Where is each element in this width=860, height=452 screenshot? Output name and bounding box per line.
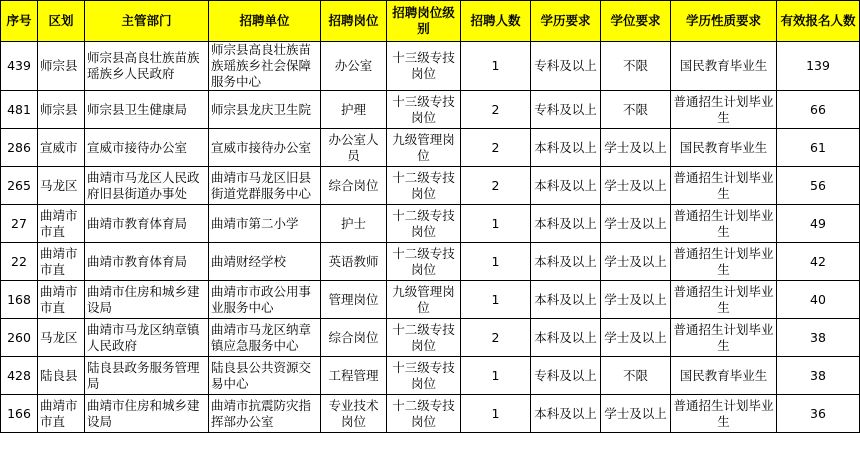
header-district: 区划 <box>38 1 85 42</box>
cell-position-level: 十三级专技岗位 <box>387 42 461 91</box>
cell-seq: 428 <box>1 357 38 395</box>
cell-degree: 学士及以上 <box>601 319 671 357</box>
cell-department: 曲靖市教育体育局 <box>85 205 209 243</box>
cell-headcount: 1 <box>461 281 531 319</box>
cell-headcount: 2 <box>461 319 531 357</box>
cell-education-type: 普通招生计划毕业生 <box>671 205 777 243</box>
cell-headcount: 2 <box>461 91 531 129</box>
cell-employer: 曲靖市马龙区旧县街道党群服务中心 <box>209 167 321 205</box>
cell-position: 工程管理 <box>321 357 387 395</box>
cell-education-type: 普通招生计划毕业生 <box>671 395 777 433</box>
header-position-level: 招聘岗位级别 <box>387 1 461 42</box>
cell-education: 专科及以上 <box>531 91 601 129</box>
table-row <box>1 395 860 433</box>
cell-degree: 不限 <box>601 42 671 91</box>
cell-district: 师宗县 <box>38 42 85 91</box>
cell-district: 马龙区 <box>38 167 85 205</box>
cell-position-level: 十三级专技岗位 <box>387 91 461 129</box>
cell-headcount: 1 <box>461 243 531 281</box>
cell-position: 管理岗位 <box>321 281 387 319</box>
header-education: 学历要求 <box>531 1 601 42</box>
cell-applicants: 139 <box>777 42 860 91</box>
header-seq: 序号 <box>1 1 38 42</box>
cell-position: 办公室 <box>321 42 387 91</box>
cell-position: 护理 <box>321 91 387 129</box>
cell-applicants: 38 <box>777 357 860 395</box>
cell-education: 本科及以上 <box>531 243 601 281</box>
cell-headcount: 1 <box>461 205 531 243</box>
cell-education-type: 普通招生计划毕业生 <box>671 319 777 357</box>
table-row <box>1 129 860 167</box>
cell-education: 本科及以上 <box>531 205 601 243</box>
cell-applicants: 38 <box>777 319 860 357</box>
cell-position: 英语教师 <box>321 243 387 281</box>
cell-seq: 286 <box>1 129 38 167</box>
cell-position-level: 十二级专技岗位 <box>387 319 461 357</box>
cell-education-type: 普通招生计划毕业生 <box>671 281 777 319</box>
cell-seq: 168 <box>1 281 38 319</box>
cell-position: 护士 <box>321 205 387 243</box>
cell-position-level: 十二级专技岗位 <box>387 205 461 243</box>
cell-district: 宣威市 <box>38 129 85 167</box>
cell-education: 专科及以上 <box>531 357 601 395</box>
cell-education: 本科及以上 <box>531 395 601 433</box>
cell-seq: 265 <box>1 167 38 205</box>
cell-degree: 学士及以上 <box>601 205 671 243</box>
cell-position: 综合岗位 <box>321 167 387 205</box>
cell-position-level: 十二级专技岗位 <box>387 167 461 205</box>
cell-education-type: 国民教育毕业生 <box>671 357 777 395</box>
cell-department: 曲靖市住房和城乡建设局 <box>85 395 209 433</box>
cell-headcount: 2 <box>461 167 531 205</box>
cell-district: 曲靖市市直 <box>38 205 85 243</box>
header-employer: 招聘单位 <box>209 1 321 42</box>
header-applicants: 有效报名人数 <box>777 1 860 42</box>
cell-department: 陆良县政务服务管理局 <box>85 357 209 395</box>
cell-department: 师宗县卫生健康局 <box>85 91 209 129</box>
cell-applicants: 56 <box>777 167 860 205</box>
cell-district: 马龙区 <box>38 319 85 357</box>
cell-employer: 宣威市接待办公室 <box>209 129 321 167</box>
cell-education-type: 国民教育毕业生 <box>671 129 777 167</box>
cell-employer: 曲靖市市政公用事业服务中心 <box>209 281 321 319</box>
cell-seq: 27 <box>1 205 38 243</box>
cell-position: 专业技术岗位 <box>321 395 387 433</box>
table-row <box>1 205 860 243</box>
cell-degree: 学士及以上 <box>601 395 671 433</box>
cell-employer: 曲靖市马龙区纳章镇应急服务中心 <box>209 319 321 357</box>
cell-employer: 师宗县高良壮族苗族瑶族乡社会保障服务中心 <box>209 42 321 91</box>
table-row <box>1 319 860 357</box>
cell-department: 宣威市接待办公室 <box>85 129 209 167</box>
table-row <box>1 42 860 91</box>
cell-degree: 学士及以上 <box>601 129 671 167</box>
cell-position-level: 十二级专技岗位 <box>387 395 461 433</box>
cell-education-type: 普通招生计划毕业生 <box>671 91 777 129</box>
cell-district: 曲靖市市直 <box>38 243 85 281</box>
cell-education: 本科及以上 <box>531 129 601 167</box>
cell-position: 办公室人员 <box>321 129 387 167</box>
cell-degree: 学士及以上 <box>601 281 671 319</box>
cell-employer: 曲靖财经学校 <box>209 243 321 281</box>
cell-education-type: 普通招生计划毕业生 <box>671 167 777 205</box>
cell-department: 曲靖市马龙区人民政府旧县街道办事处 <box>85 167 209 205</box>
header-degree: 学位要求 <box>601 1 671 42</box>
cell-education-type: 普通招生计划毕业生 <box>671 243 777 281</box>
cell-position-level: 十二级专技岗位 <box>387 243 461 281</box>
cell-education: 本科及以上 <box>531 319 601 357</box>
table-row <box>1 281 860 319</box>
table-row <box>1 91 860 129</box>
cell-headcount: 1 <box>461 42 531 91</box>
cell-applicants: 66 <box>777 91 860 129</box>
cell-district: 师宗县 <box>38 91 85 129</box>
header-position: 招聘岗位 <box>321 1 387 42</box>
cell-degree: 学士及以上 <box>601 167 671 205</box>
table-row <box>1 167 860 205</box>
table-row <box>1 357 860 395</box>
cell-seq: 481 <box>1 91 38 129</box>
cell-seq: 166 <box>1 395 38 433</box>
cell-degree: 不限 <box>601 91 671 129</box>
cell-seq: 439 <box>1 42 38 91</box>
cell-position-level: 九级管理岗位 <box>387 129 461 167</box>
cell-employer: 陆良县公共资源交易中心 <box>209 357 321 395</box>
cell-department: 曲靖市住房和城乡建设局 <box>85 281 209 319</box>
cell-department: 曲靖市马龙区纳章镇人民政府 <box>85 319 209 357</box>
cell-position-level: 九级管理岗位 <box>387 281 461 319</box>
table-header-row <box>1 1 860 42</box>
cell-applicants: 40 <box>777 281 860 319</box>
cell-degree: 学士及以上 <box>601 243 671 281</box>
cell-headcount: 1 <box>461 357 531 395</box>
cell-department: 师宗县高良壮族苗族瑶族乡人民政府 <box>85 42 209 91</box>
cell-headcount: 1 <box>461 395 531 433</box>
cell-applicants: 36 <box>777 395 860 433</box>
cell-applicants: 61 <box>777 129 860 167</box>
header-education-type: 学历性质要求 <box>671 1 777 42</box>
cell-employer: 曲靖市第二小学 <box>209 205 321 243</box>
cell-employer: 曲靖市抗震防灾指挥部办公室 <box>209 395 321 433</box>
cell-employer: 师宗县龙庆卫生院 <box>209 91 321 129</box>
cell-position: 综合岗位 <box>321 319 387 357</box>
table-row <box>1 243 860 281</box>
cell-headcount: 2 <box>461 129 531 167</box>
cell-position-level: 十三级专技岗位 <box>387 357 461 395</box>
cell-district: 曲靖市市直 <box>38 395 85 433</box>
cell-seq: 22 <box>1 243 38 281</box>
cell-district: 陆良县 <box>38 357 85 395</box>
header-department: 主管部门 <box>85 1 209 42</box>
cell-applicants: 49 <box>777 205 860 243</box>
header-headcount: 招聘人数 <box>461 1 531 42</box>
table-body <box>1 42 860 433</box>
cell-district: 曲靖市市直 <box>38 281 85 319</box>
cell-education: 专科及以上 <box>531 42 601 91</box>
cell-education-type: 国民教育毕业生 <box>671 42 777 91</box>
cell-seq: 260 <box>1 319 38 357</box>
cell-degree: 不限 <box>601 357 671 395</box>
cell-department: 曲靖市教育体育局 <box>85 243 209 281</box>
cell-applicants: 42 <box>777 243 860 281</box>
cell-education: 本科及以上 <box>531 281 601 319</box>
cell-education: 本科及以上 <box>531 167 601 205</box>
